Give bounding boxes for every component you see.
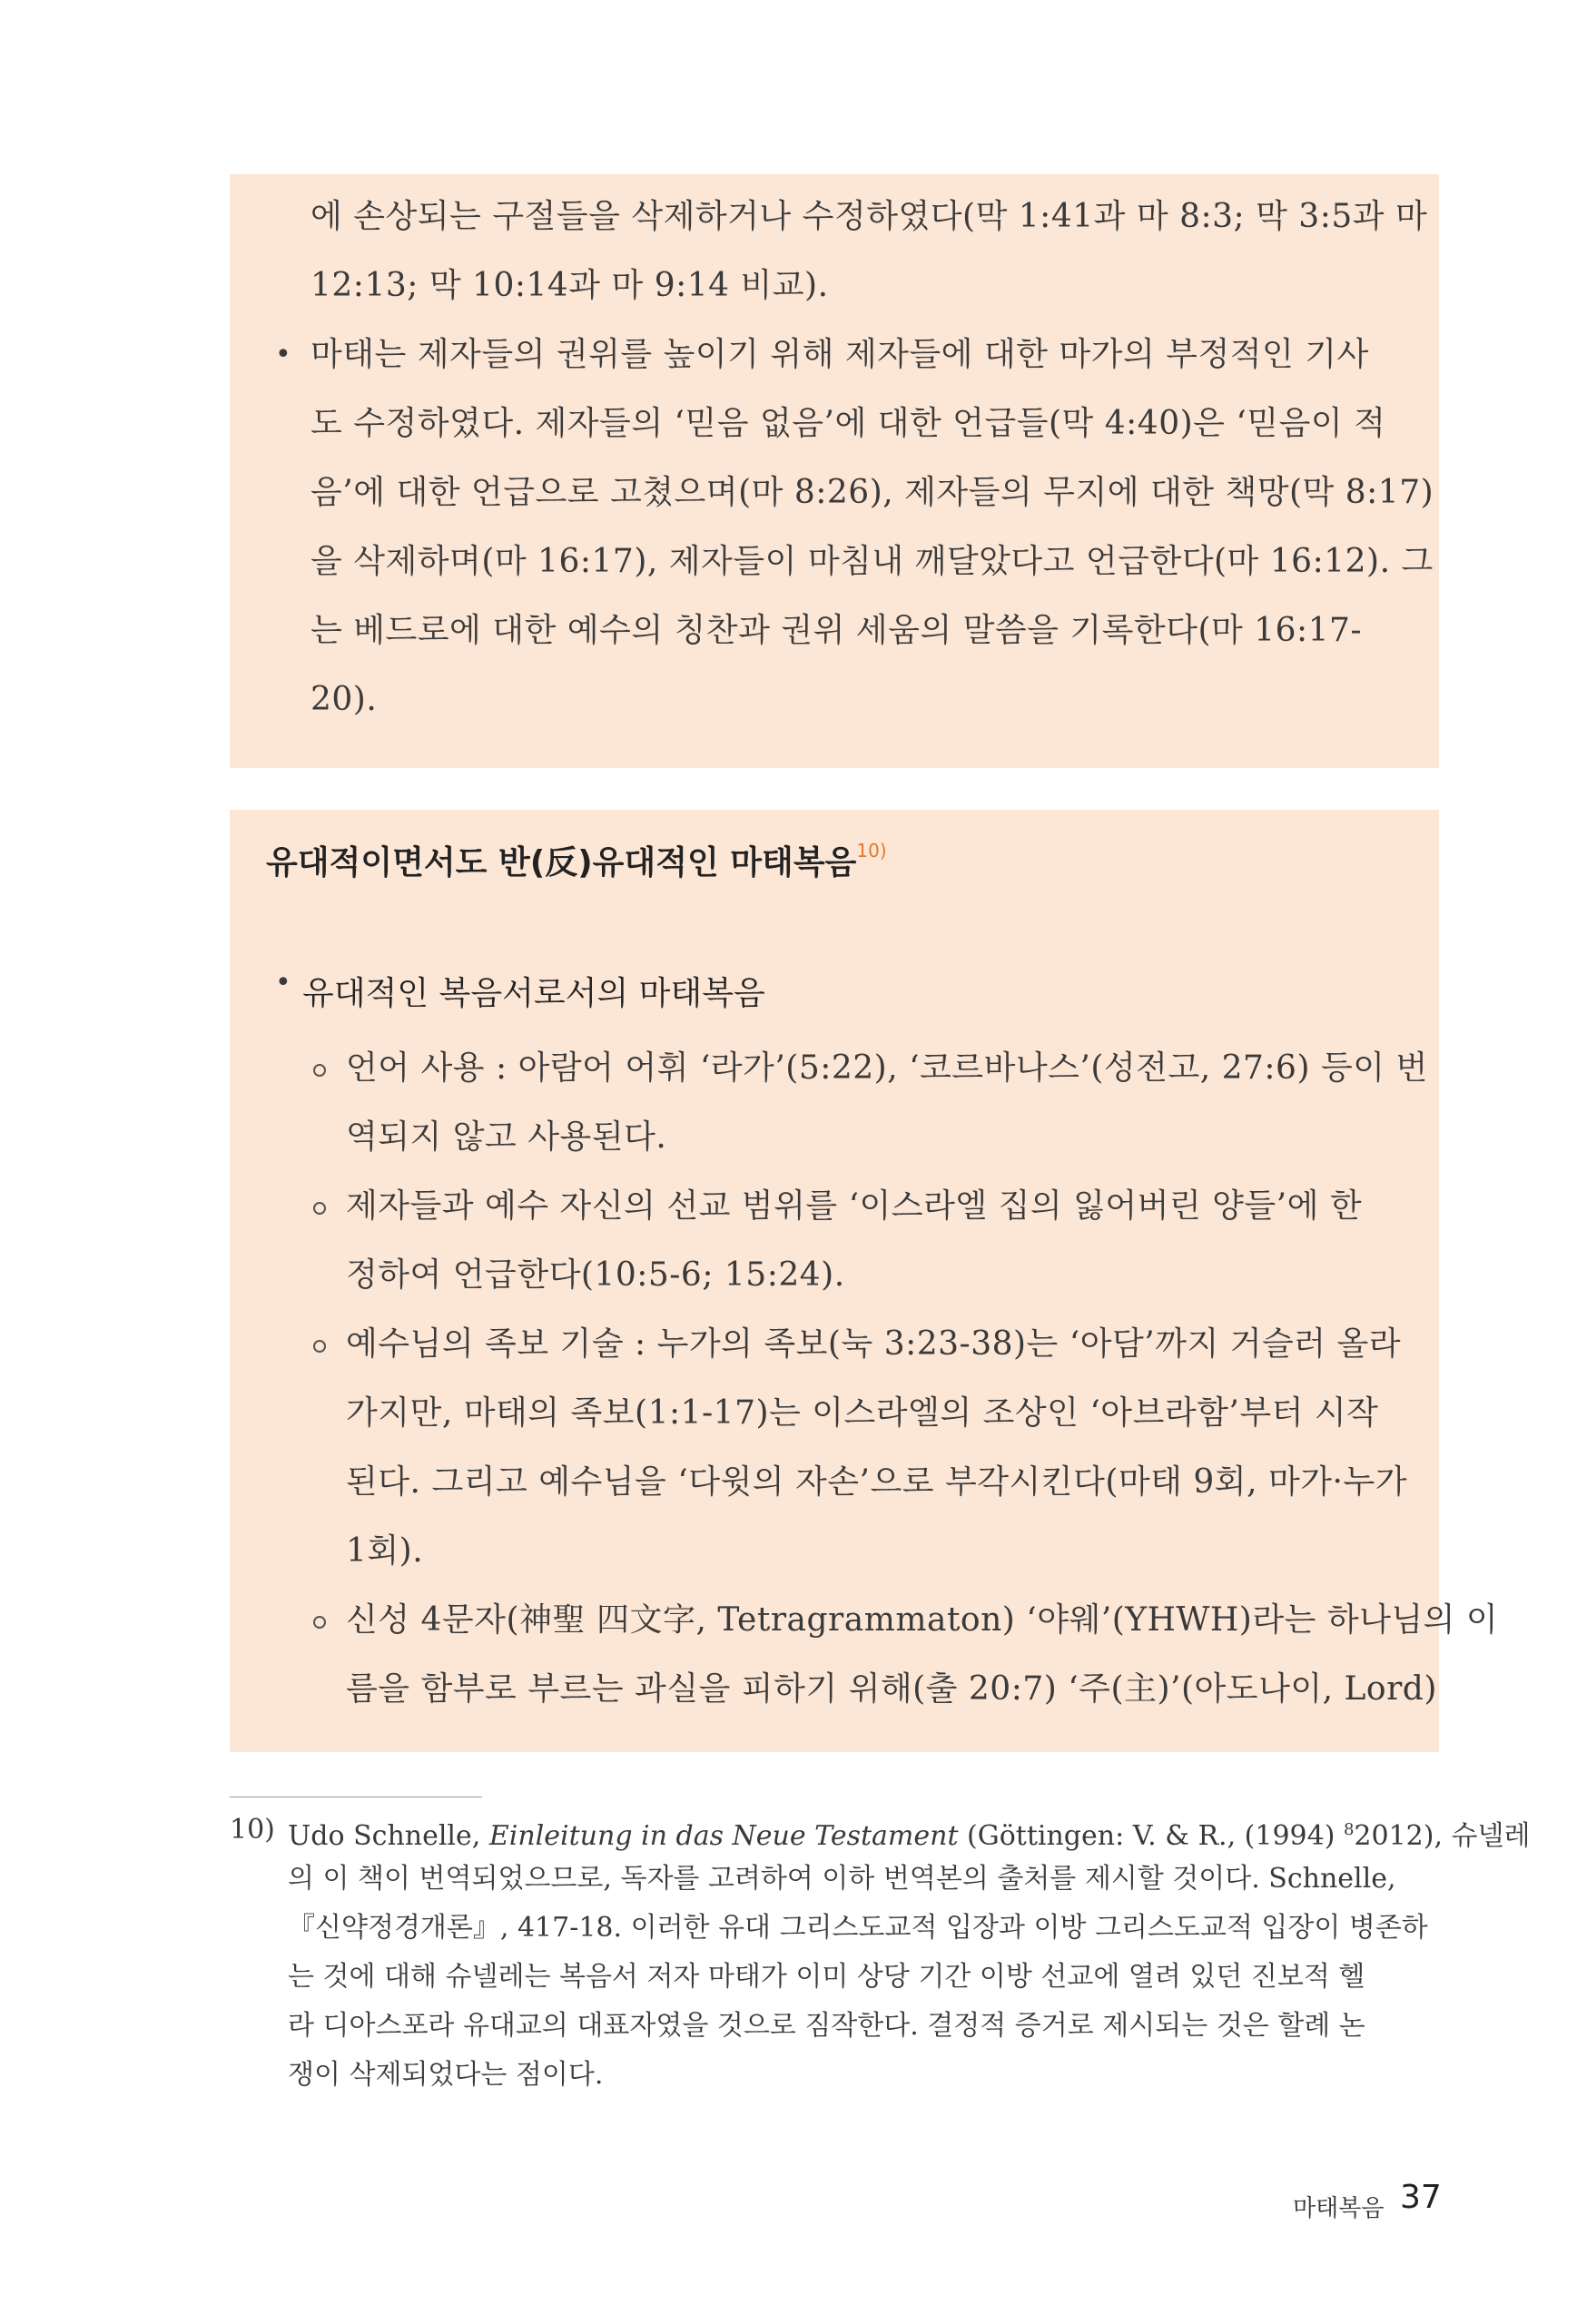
list-item-line: 언어 사용 : 아람어 어휘 ‘라가’(5:22), ‘코르바나스’(성전고, 27:6) 등이 번 <box>346 1049 1428 1087</box>
list-item-line: 역되지 않고 사용된다. <box>346 1118 667 1156</box>
footnote-line: 는 것에 대해 슈넬레는 복음서 저자 마태가 이미 상당 기간 이방 선교에 열려 있던 진보적 헬 <box>288 1961 1365 1993</box>
text-line: 에 손상되는 구절들을 삭제하거나 수정하였다(막 1:41과 마 8:3; 막 3:5과 마 <box>310 198 1428 235</box>
section-box <box>230 810 1499 1752</box>
list-item-line: 제자들과 예수 자신의 선교 범위를 ‘이스라엘 집의 잃어버린 양들’에 한 <box>346 1187 1363 1225</box>
list-item-line: 예수님의 족보 기술 : 누가의 족보(눅 3:23-38)는 ‘아담’까지 거슬러 올라 <box>346 1325 1402 1363</box>
footnote-book-title: Einleitung in das Neue Testament <box>488 1820 959 1852</box>
summary-box-continued <box>230 174 1439 768</box>
footnote-line1-end: 2012), 슈넬레 <box>1354 1820 1531 1852</box>
bullet-icon: • <box>275 967 291 999</box>
circle-bullet-icon <box>313 1064 326 1077</box>
list-item-line: 정하여 언급한다(10:5-6; 15:24). <box>346 1256 845 1294</box>
list-item-line: 가지만, 마태의 족보(1:1-17)는 이스라엘의 조상인 ‘아브라함’부터 시작 <box>346 1394 1379 1432</box>
list-item-line: 름을 함부로 부르는 과실을 피하기 위해(출 20:7) ‘주(主)’(아도나이, Lord) <box>346 1670 1437 1708</box>
text-line: 도 수정하였다. 제자들의 ‘믿음 없음’에 대한 언급들(막 4:40)은 ‘믿음이 적 <box>310 405 1386 442</box>
text-line: 20). <box>310 681 378 718</box>
text-line: 을 삭제하며(마 16:17), 제자들이 마침내 깨달았다고 언급한다(마 16:12). 그 <box>310 543 1434 580</box>
section-title <box>266 837 887 883</box>
bullet-icon: • <box>275 339 291 370</box>
list-item-line: 신성 4문자(神聖 四文字, Tetragrammaton) ‘야웨’(YHWH)라는 하나님의 이 <box>346 1601 1499 1639</box>
list-item-line: 된다. 그리고 예수님을 ‘다윗의 자손’으로 부각시킨다(마태 9회, 마가·누가 <box>346 1463 1407 1501</box>
page-number: 37 <box>1400 2179 1442 2216</box>
footnote-number: 10) <box>230 1814 275 1846</box>
text-line: 음’에 대한 언급으로 고쳤으며(마 8:26), 제자들의 무지에 대한 책망(막 8:17) <box>310 474 1434 511</box>
footnote-line: 쟁이 삭제되었다는 점이다. <box>288 2059 604 2091</box>
circle-bullet-icon <box>313 1340 326 1353</box>
footnote-line: 라 디아스포라 유대교의 대표자였을 것으로 짐작한다. 결정적 증거로 제시되는 것은 할례 논 <box>288 2010 1365 2042</box>
footnote-publisher: (Göttingen: V. & R., (1994) <box>958 1820 1344 1852</box>
running-footer-title: 마태복음 <box>1293 2195 1385 2222</box>
footnote-line: 『신약정경개론』, 417-18. 이러한 유대 그리스도교적 입장과 이방 그리스도교적 입장이 병존하 <box>288 1912 1428 1944</box>
list-item-line: 1회). <box>346 1532 424 1570</box>
footnote-author: Udo Schnelle, <box>288 1820 489 1852</box>
footnote-ref: 10) <box>856 840 887 862</box>
text-line: 마태는 제자들의 권위를 높이기 위해 제자들에 대한 마가의 부정적인 기사 <box>310 336 1369 373</box>
edition-sup: 8 <box>1343 1820 1355 1839</box>
circle-bullet-icon <box>313 1616 326 1629</box>
subheading: 유대적인 복음서로서의 마태복음 <box>302 975 765 1012</box>
footnote-line <box>288 1812 1530 1855</box>
section-title-text: 유대적이면서도 반(反)유대적인 마태복음 <box>266 844 857 881</box>
text-line: 12:13; 막 10:14과 마 9:14 비교). <box>310 267 829 304</box>
footnote-line: 의 이 책이 번역되었으므로, 독자를 고려하여 이하 번역본의 출처를 제시할 것이다. Schnelle, <box>288 1863 1396 1895</box>
circle-bullet-icon <box>313 1202 326 1215</box>
text-line: 는 베드로에 대한 예수의 칭찬과 권위 세움의 말씀을 기록한다(마 16:17- <box>310 612 1363 649</box>
